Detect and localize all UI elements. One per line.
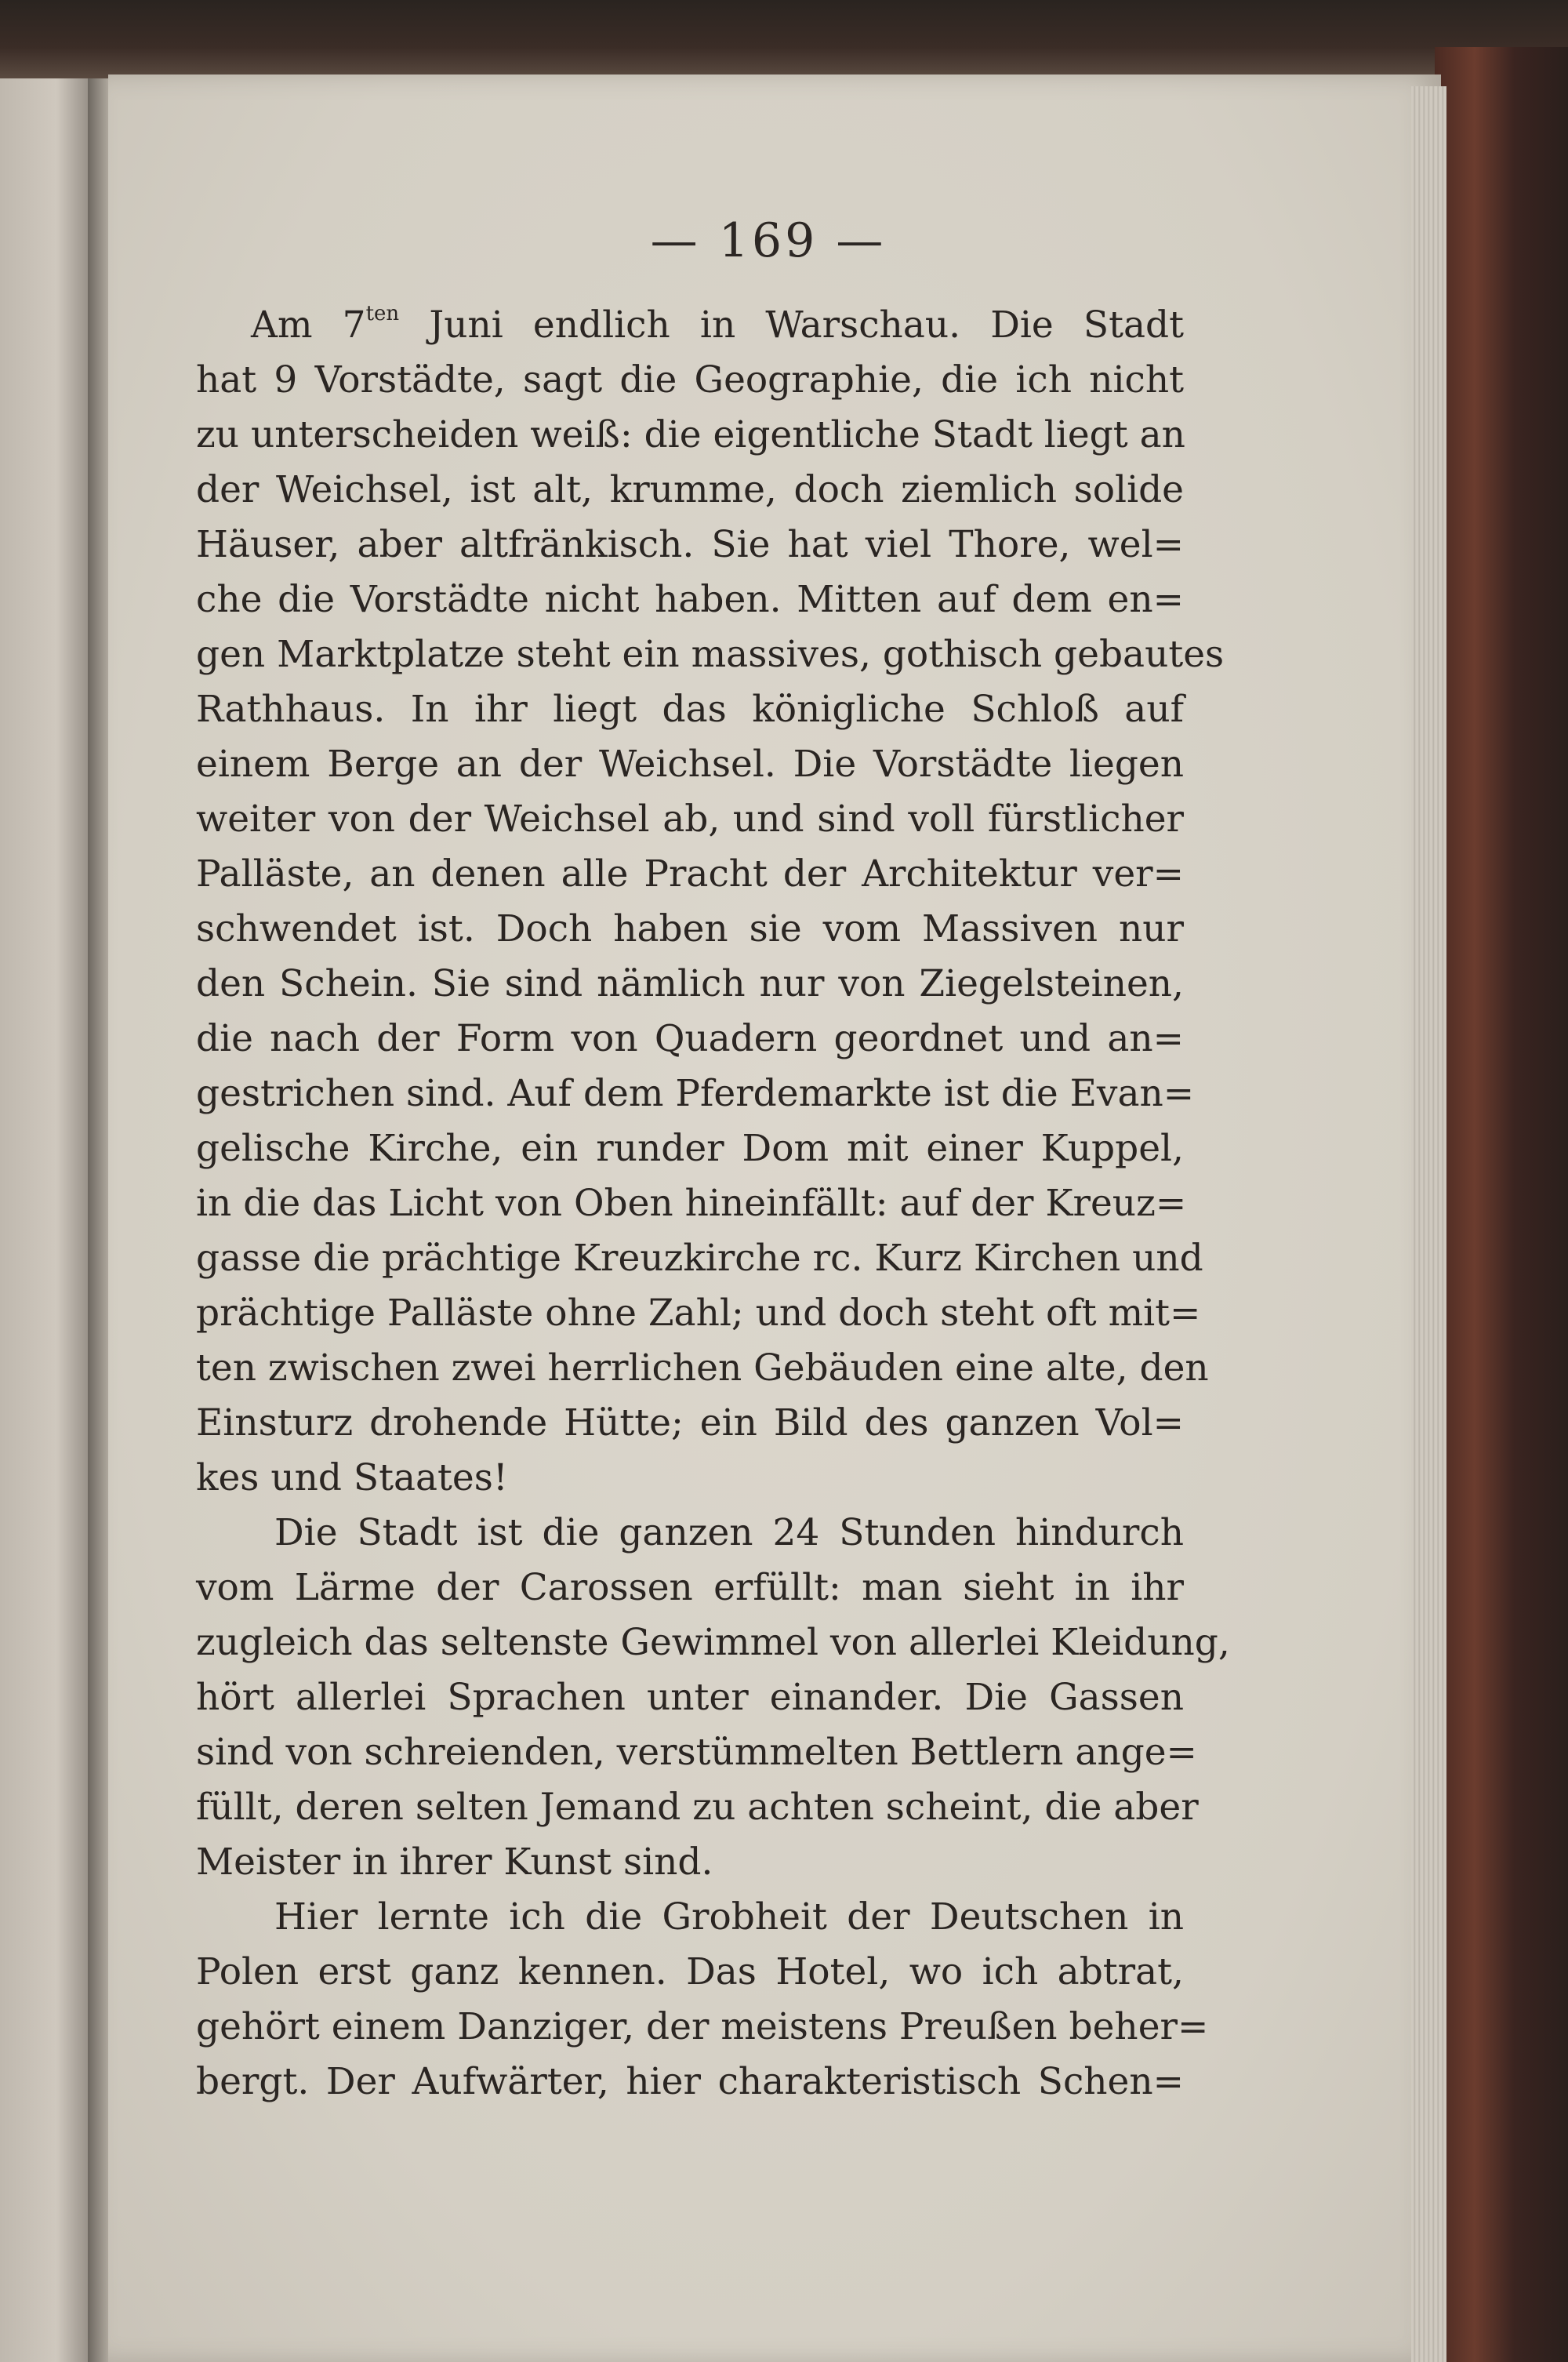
text-line: schwendet ist. Doch haben sie vom Massiven nur — [196, 907, 1184, 950]
text-line: füllt, deren selten Jemand zu achten scheint, die aber — [196, 1786, 1199, 1829]
text-line: Polen erst ganz kennen. Das Hotel, wo ich abtrat, — [196, 1950, 1184, 1993]
text-line: sind von schreienden, verstümmelten Bettlern ange= — [196, 1731, 1197, 1774]
text-line: prächtige Palläste ohne Zahl; und doch steht oft mit= — [196, 1292, 1201, 1335]
book-cover-edge — [1435, 47, 1568, 2362]
text-line: gasse die prächtige Kreuzkirche rc. Kurz Kirchen und — [196, 1237, 1203, 1280]
text-line: in die das Licht von Oben hineinfällt: auf der Kreuz= — [196, 1182, 1187, 1225]
text-line: zu unterscheiden weiß: die eigentliche Stadt liegt an — [196, 413, 1185, 456]
text-line: Meister in ihrer Kunst sind. — [196, 1841, 713, 1884]
text-line: den Schein. Sie sind nämlich nur von Ziegelsteinen, — [196, 962, 1184, 1005]
text-line: Einsturz drohende Hütte; ein Bild des ganzen Vol= — [196, 1401, 1184, 1444]
text-line: ten zwischen zwei herrlichen Gebäuden eine alte, den — [196, 1346, 1209, 1390]
text-line: Die Stadt ist die ganzen 24 Stunden hindurch — [274, 1511, 1184, 1554]
text-line: bergt. Der Aufwärter, hier charakteristisch Schen= — [196, 2060, 1184, 2103]
text-line: weiter von der Weichsel ab, und sind voll fürstlicher — [196, 798, 1184, 841]
page-number: — 169 — — [650, 213, 887, 268]
text-line: gehört einem Danziger, der meistens Preußen beher= — [196, 2005, 1209, 2048]
previous-page-edge — [0, 78, 94, 2362]
text-line: die nach der Form von Quadern geordnet und an= — [196, 1017, 1184, 1060]
text-line: che die Vorstädte nicht haben. Mitten auf dem en= — [196, 578, 1184, 621]
book-top-shadow — [0, 0, 1568, 78]
text-line: Rathhaus. In ihr liegt das königliche Schloß auf — [196, 688, 1184, 731]
text-line: Am $7^{ten}$ Juni endlich in Warschau. Die Stadt — [251, 302, 1184, 347]
text-line: Palläste, an denen alle Pracht der Architektur ver= — [196, 852, 1184, 896]
text-line: gen Marktplatze steht ein massives, gothisch gebautes — [196, 633, 1225, 676]
text-line: hört allerlei Sprachen unter einander. Die Gassen — [196, 1676, 1184, 1719]
text-line: der Weichsel, ist alt, krumme, doch ziemlich solide — [196, 468, 1184, 511]
body-text — [196, 298, 1230, 2109]
page-edge-stack — [1411, 86, 1446, 2362]
text-line: kes und Staates! — [196, 1456, 508, 1499]
text-line: einem Berge an der Weichsel. Die Vorstädte liegen — [196, 743, 1184, 786]
text-line: vom Lärme der Carossen erfüllt: man sieht in ihr — [196, 1566, 1184, 1609]
text-line: Hier lernte ich die Grobheit der Deutschen in — [274, 1895, 1184, 1939]
text-line: gestrichen sind. Auf dem Pferdemarkte ist die Evan= — [196, 1072, 1195, 1115]
text-line: gelische Kirche, ein runder Dom mit einer Kuppel, — [196, 1127, 1184, 1170]
text-line: hat 9 Vorstädte, sagt die Geographie, die ich nicht — [196, 358, 1184, 402]
text-line: Häuser, aber altfränkisch. Sie hat viel Thore, wel= — [196, 523, 1184, 566]
text-line: zugleich das seltenste Gewimmel von allerlei Kleidung, — [196, 1621, 1230, 1664]
